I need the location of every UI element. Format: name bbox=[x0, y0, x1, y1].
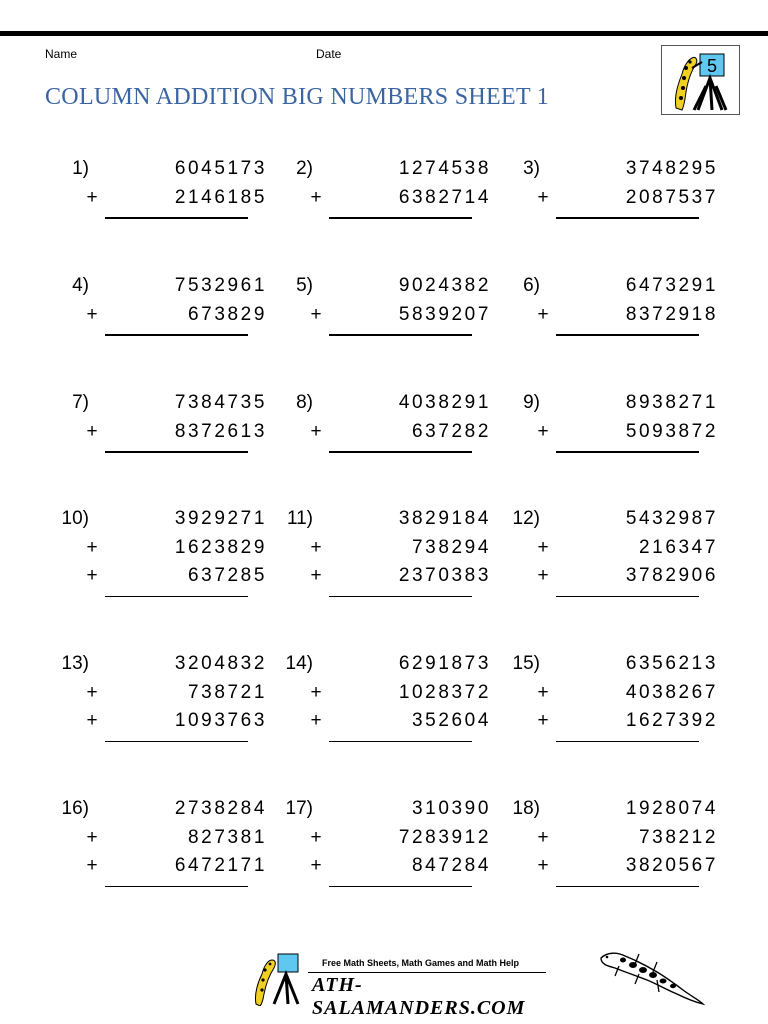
plus-sign: + bbox=[537, 536, 549, 558]
addend-value: 1274538 bbox=[398, 158, 491, 179]
addend-value: 7532961 bbox=[174, 275, 267, 296]
problem-18 bbox=[496, 798, 726, 908]
addend-row bbox=[496, 304, 726, 332]
answer-line bbox=[556, 334, 699, 336]
problem-4 bbox=[45, 275, 275, 385]
addend-row bbox=[45, 798, 275, 826]
problem-11 bbox=[269, 508, 499, 618]
problem-3 bbox=[496, 158, 726, 268]
plus-sign: + bbox=[537, 855, 549, 876]
addend-value: 3204832 bbox=[174, 653, 267, 674]
addend-value: 6291873 bbox=[398, 653, 491, 674]
addend-row bbox=[269, 187, 499, 215]
plus-sign: + bbox=[310, 303, 322, 325]
addend-row bbox=[269, 682, 499, 710]
addend-value: 1623829 bbox=[174, 536, 267, 558]
addend-value: 6045173 bbox=[174, 158, 267, 179]
addend-row bbox=[45, 537, 275, 565]
footer-tagline: Free Math Sheets, Math Games and Math Help bbox=[322, 958, 520, 968]
plus-sign: + bbox=[537, 710, 549, 731]
plus-sign: + bbox=[310, 855, 322, 876]
answer-line bbox=[105, 596, 248, 598]
salamander-teacher-icon bbox=[662, 46, 739, 114]
addend-value: 310390 bbox=[411, 798, 491, 819]
salamander-logo-icon bbox=[248, 950, 308, 1006]
addend-value: 8938271 bbox=[625, 392, 718, 413]
answer-line bbox=[556, 451, 699, 453]
addend-row bbox=[269, 275, 499, 303]
addend-row bbox=[269, 392, 499, 420]
plus-sign: + bbox=[537, 681, 549, 703]
addend-value: 7283912 bbox=[398, 826, 491, 848]
problem-9 bbox=[496, 392, 726, 502]
addend-value: 738721 bbox=[187, 681, 267, 703]
addend-row bbox=[45, 565, 275, 593]
problem-number: 6) bbox=[523, 275, 540, 296]
problem-number: 7) bbox=[72, 392, 89, 413]
plus-sign: + bbox=[86, 681, 98, 703]
addend-value: 3748295 bbox=[625, 158, 718, 179]
problem-13 bbox=[45, 653, 275, 763]
problem-number: 5) bbox=[296, 275, 313, 296]
addend-value: 1093763 bbox=[174, 710, 267, 731]
addend-value: 5432987 bbox=[625, 508, 718, 529]
answer-line bbox=[329, 886, 472, 888]
addend-row bbox=[269, 710, 499, 738]
addend-value: 8372613 bbox=[174, 420, 267, 442]
plus-sign: + bbox=[86, 855, 98, 876]
addend-value: 3929271 bbox=[174, 508, 267, 529]
answer-line bbox=[556, 741, 699, 743]
addend-row bbox=[269, 537, 499, 565]
addend-value: 847284 bbox=[411, 855, 491, 876]
problem-number: 17) bbox=[285, 798, 313, 819]
problem-number: 10) bbox=[61, 508, 89, 529]
problem-1 bbox=[45, 158, 275, 268]
page-title: COLUMN ADDITION BIG NUMBERS SHEET 1 bbox=[45, 84, 550, 110]
problem-17 bbox=[269, 798, 499, 908]
plus-sign: + bbox=[86, 710, 98, 731]
addend-row bbox=[269, 421, 499, 449]
plus-sign: + bbox=[310, 420, 322, 442]
answer-line bbox=[329, 741, 472, 743]
addend-value: 738212 bbox=[638, 826, 718, 848]
problem-number: 1) bbox=[72, 158, 89, 179]
problem-number: 4) bbox=[72, 275, 89, 296]
problem-10 bbox=[45, 508, 275, 618]
answer-line bbox=[105, 451, 248, 453]
problem-7 bbox=[45, 392, 275, 502]
problem-number: 14) bbox=[285, 653, 313, 674]
problem-number: 2) bbox=[296, 158, 313, 179]
addend-value: 637282 bbox=[411, 420, 491, 442]
addend-value: 2370383 bbox=[398, 565, 491, 586]
addend-row bbox=[496, 421, 726, 449]
addend-row bbox=[496, 827, 726, 855]
addend-value: 637285 bbox=[187, 565, 267, 586]
addend-row bbox=[496, 565, 726, 593]
problem-8 bbox=[269, 392, 499, 502]
problem-number: 15) bbox=[512, 653, 540, 674]
plus-sign: + bbox=[310, 536, 322, 558]
answer-line bbox=[105, 886, 248, 888]
problem-12 bbox=[496, 508, 726, 618]
problem-number: 12) bbox=[512, 508, 540, 529]
addend-row bbox=[496, 187, 726, 215]
addend-value: 5839207 bbox=[398, 303, 491, 325]
addend-row bbox=[496, 798, 726, 826]
plus-sign: + bbox=[310, 681, 322, 703]
grade-badge: 5 bbox=[706, 56, 718, 76]
addend-value: 4038291 bbox=[398, 392, 491, 413]
plus-sign: + bbox=[86, 186, 98, 208]
addend-row bbox=[269, 565, 499, 593]
addend-value: 3782906 bbox=[625, 565, 718, 586]
answer-line bbox=[105, 741, 248, 743]
addend-value: 2738284 bbox=[174, 798, 267, 819]
addend-row bbox=[45, 827, 275, 855]
addend-row bbox=[45, 158, 275, 186]
footer-site-link[interactable]: ATH-SALAMANDERS.COM bbox=[312, 974, 526, 1019]
addend-value: 2087537 bbox=[625, 186, 718, 208]
addend-value: 9024382 bbox=[398, 275, 491, 296]
problem-number: 16) bbox=[61, 798, 89, 819]
addend-value: 8372918 bbox=[625, 303, 718, 325]
problem-number: 3) bbox=[523, 158, 540, 179]
answer-line bbox=[329, 334, 472, 336]
plus-sign: + bbox=[310, 565, 322, 586]
addend-value: 6473291 bbox=[625, 275, 718, 296]
addend-row bbox=[496, 392, 726, 420]
addend-value: 5093872 bbox=[625, 420, 718, 442]
addend-value: 216347 bbox=[638, 536, 718, 558]
problem-number: 18) bbox=[512, 798, 540, 819]
plus-sign: + bbox=[86, 826, 98, 848]
plus-sign: + bbox=[86, 420, 98, 442]
addend-value: 738294 bbox=[411, 536, 491, 558]
plus-sign: + bbox=[537, 826, 549, 848]
answer-line bbox=[105, 334, 248, 336]
answer-line bbox=[329, 217, 472, 219]
addend-value: 2146185 bbox=[174, 186, 267, 208]
addend-value: 7384735 bbox=[174, 392, 267, 413]
salamander-drawing-icon bbox=[595, 944, 705, 1008]
answer-line bbox=[556, 886, 699, 888]
addend-row bbox=[269, 827, 499, 855]
addend-row bbox=[45, 421, 275, 449]
addend-value: 3820567 bbox=[625, 855, 718, 876]
plus-sign: + bbox=[310, 826, 322, 848]
date-label: Date bbox=[316, 47, 342, 61]
answer-line bbox=[556, 596, 699, 598]
addend-row bbox=[269, 508, 499, 536]
addend-value: 1028372 bbox=[398, 681, 491, 703]
problem-14 bbox=[269, 653, 499, 763]
addend-row bbox=[45, 855, 275, 883]
problem-number: 13) bbox=[61, 653, 89, 674]
plus-sign: + bbox=[86, 303, 98, 325]
addend-value: 1928074 bbox=[625, 798, 718, 819]
footer-rule bbox=[308, 972, 546, 973]
plus-sign: + bbox=[537, 186, 549, 208]
problem-number: 11) bbox=[286, 508, 313, 529]
answer-line bbox=[105, 217, 248, 219]
plus-sign: + bbox=[310, 186, 322, 208]
addend-row bbox=[45, 275, 275, 303]
addend-row bbox=[269, 653, 499, 681]
addend-row bbox=[45, 508, 275, 536]
addend-row bbox=[45, 710, 275, 738]
problem-number: 9) bbox=[523, 392, 540, 413]
problem-16 bbox=[45, 798, 275, 908]
answer-line bbox=[329, 451, 472, 453]
name-label: Name bbox=[45, 47, 78, 61]
problem-15 bbox=[496, 653, 726, 763]
top-rule bbox=[0, 31, 768, 36]
answer-line bbox=[329, 596, 472, 598]
addend-value: 6382714 bbox=[398, 186, 491, 208]
plus-sign: + bbox=[310, 710, 322, 731]
addend-row bbox=[45, 304, 275, 332]
addend-row bbox=[496, 855, 726, 883]
addend-value: 6356213 bbox=[625, 653, 718, 674]
footer-logo bbox=[248, 950, 548, 1019]
plus-sign: + bbox=[537, 420, 549, 442]
addend-value: 352604 bbox=[411, 710, 491, 731]
problem-5 bbox=[269, 275, 499, 385]
answer-line bbox=[556, 217, 699, 219]
problem-6 bbox=[496, 275, 726, 385]
addend-row bbox=[45, 653, 275, 681]
addend-value: 827381 bbox=[187, 826, 267, 848]
addend-row bbox=[45, 682, 275, 710]
addend-value: 4038267 bbox=[625, 681, 718, 703]
plus-sign: + bbox=[86, 536, 98, 558]
addend-row bbox=[496, 508, 726, 536]
addend-row bbox=[269, 158, 499, 186]
addend-row bbox=[496, 653, 726, 681]
addend-row bbox=[496, 682, 726, 710]
addend-row bbox=[45, 187, 275, 215]
plus-sign: + bbox=[537, 565, 549, 586]
addend-row bbox=[496, 537, 726, 565]
addend-row bbox=[269, 798, 499, 826]
addend-row bbox=[496, 158, 726, 186]
addend-row bbox=[269, 855, 499, 883]
addend-row bbox=[496, 275, 726, 303]
addend-value: 6472171 bbox=[174, 855, 267, 876]
addend-row bbox=[269, 304, 499, 332]
addend-row bbox=[496, 710, 726, 738]
problem-number: 8) bbox=[296, 392, 313, 413]
addend-value: 673829 bbox=[187, 303, 267, 325]
grade-logo bbox=[661, 45, 740, 115]
addend-value: 3829184 bbox=[398, 508, 491, 529]
problem-2 bbox=[269, 158, 499, 268]
addend-row bbox=[45, 392, 275, 420]
addend-value: 1627392 bbox=[625, 710, 718, 731]
plus-sign: + bbox=[86, 565, 98, 586]
plus-sign: + bbox=[537, 303, 549, 325]
